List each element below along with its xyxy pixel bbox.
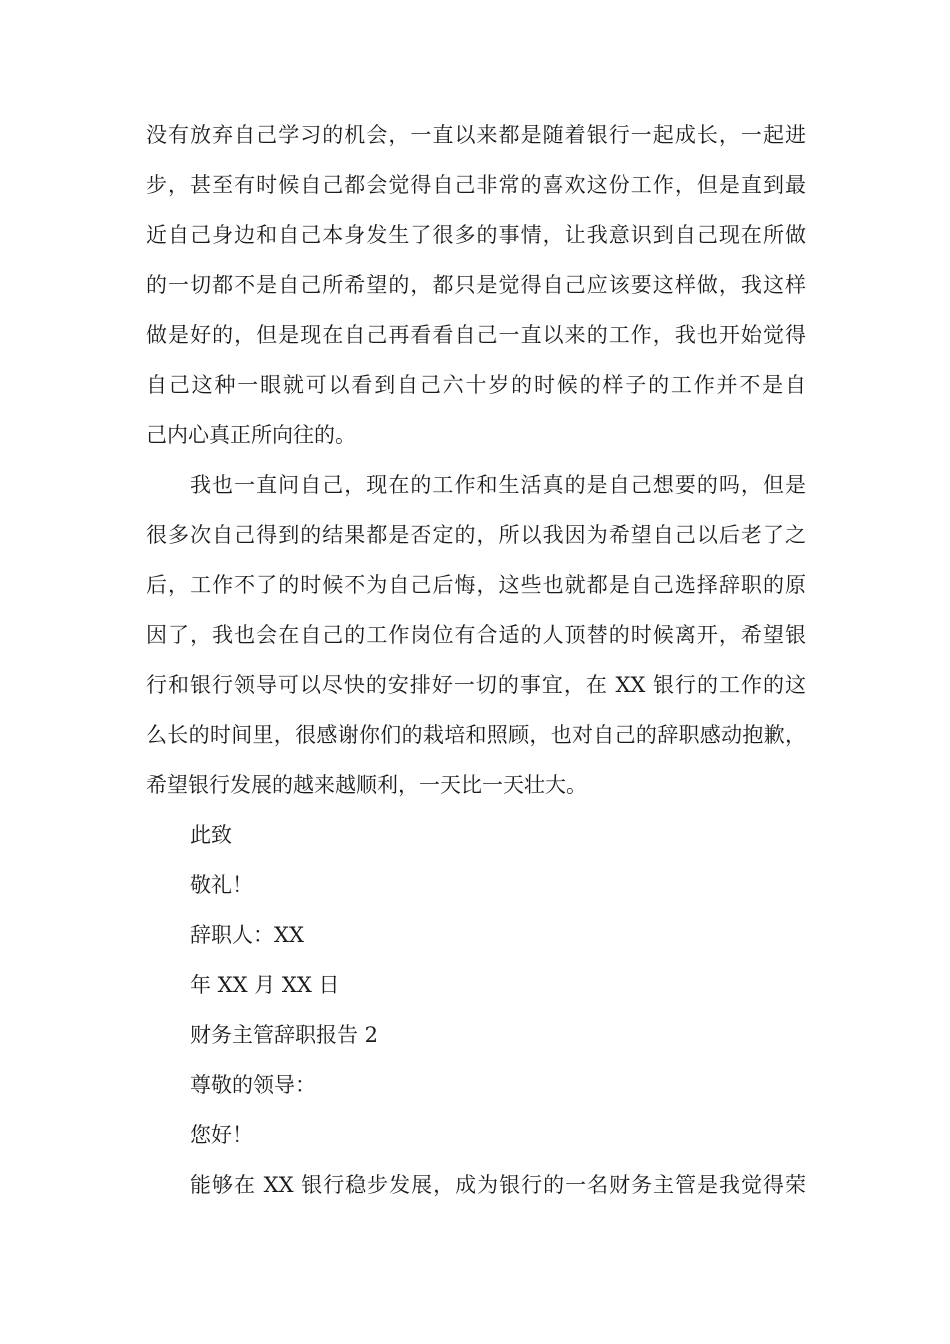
signer-text: 辞职人：XX bbox=[190, 923, 304, 947]
paragraph-2-line-6: 么长的时间里，很感谢你们的栽培和照顾，也对自己的辞职感动抱歉， bbox=[146, 723, 806, 747]
paragraph-1-line-1: 没有放弃自己学习的机会，一直以来都是随着银行一起成长，一起进 bbox=[146, 123, 806, 147]
paragraph-2-line-2: 很多次自己得到的结果都是否定的，所以我因为希望自己以后老了之 bbox=[146, 523, 806, 547]
salute-text: 敬礼！ bbox=[190, 873, 253, 897]
paragraph-2-line-4: 因了，我也会在自己的工作岗位有合适的人顶替的时候离开，希望银 bbox=[146, 623, 806, 647]
next-letter-first-line: 能够在 XX 银行稳步发展，成为银行的一名财务主管是我觉得荣 bbox=[190, 1173, 806, 1197]
paragraph-1-line-4: 的一切都不是自己所希望的，都只是觉得自己应该要这样做，我这样 bbox=[146, 273, 806, 297]
hello-text: 您好！ bbox=[190, 1123, 253, 1147]
paragraph-1-line-6: 自己这种一眼就可以看到自己六十岁的时候的样子的工作并不是自 bbox=[146, 373, 806, 397]
paragraph-2-line-3: 后，工作不了的时候不为自己后悔，这些也就都是自己选择辞职的原 bbox=[146, 573, 806, 597]
paragraph-2-line-7: 希望银行发展的越来越顺利，一天比一天壮大。 bbox=[146, 773, 587, 797]
closing-text: 此致 bbox=[190, 823, 232, 847]
paragraph-2-line-5: 行和银行领导可以尽快的安排好一切的事宜，在 XX 银行的工作的这 bbox=[146, 673, 806, 697]
date-text: 年 XX 月 XX 日 bbox=[190, 973, 340, 997]
paragraph-1-line-7: 己内心真正所向往的。 bbox=[146, 423, 356, 447]
next-letter-title: 财务主管辞职报告 2 bbox=[190, 1023, 379, 1047]
greeting-text: 尊敬的领导： bbox=[190, 1073, 316, 1097]
paragraph-1-line-3: 近自己身边和自己本身发生了很多的事情，让我意识到自己现在所做 bbox=[146, 223, 806, 247]
paragraph-2-line-1: 我也一直问自己，现在的工作和生活真的是自己想要的吗，但是 bbox=[190, 473, 806, 497]
paragraph-1-line-5: 做是好的，但是现在自己再看看自己一直以来的工作，我也开始觉得 bbox=[146, 323, 806, 347]
paragraph-1-line-2: 步，甚至有时候自己都会觉得自己非常的喜欢这份工作，但是直到最 bbox=[146, 173, 806, 197]
